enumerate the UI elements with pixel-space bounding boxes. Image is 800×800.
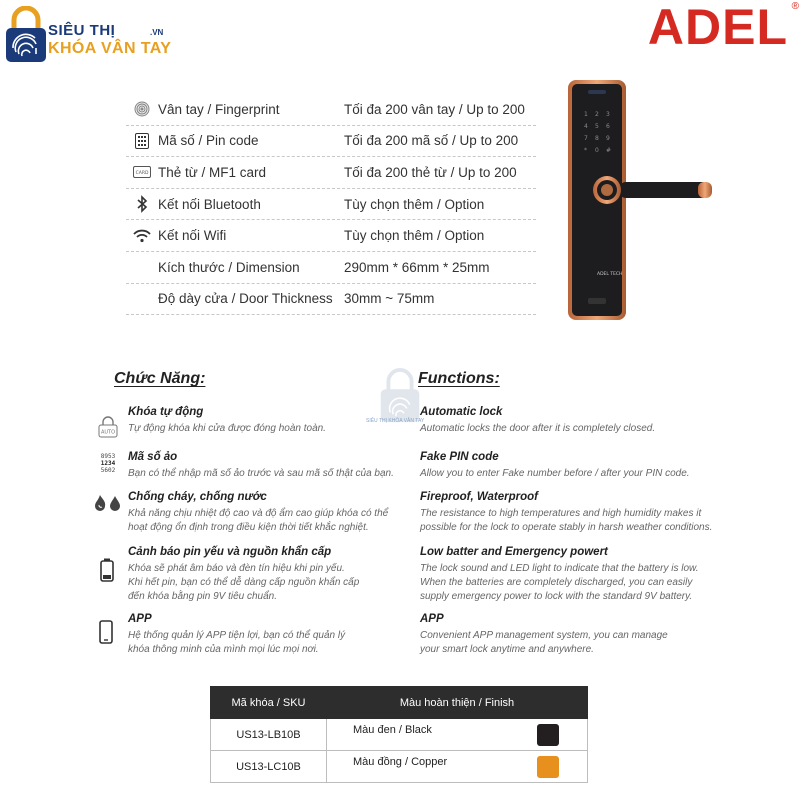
- svg-text:7: 7: [584, 135, 588, 142]
- sku-table-header: [211, 687, 588, 719]
- feature-title: Chống cháy, chống nước: [128, 491, 267, 503]
- feature-title: Mã số ảo: [128, 451, 178, 463]
- feature-desc: Khi hết pin, bạn có thể dễ dàng cấp nguồn khẩn cấp: [128, 577, 360, 588]
- svg-text:6: 6: [606, 123, 610, 130]
- spec-value: Tối đa 200 vân tay / Up to 200: [344, 101, 525, 117]
- auto-lock-icon-text: AUTO: [100, 429, 116, 436]
- feature-en-battery: [420, 546, 699, 604]
- feature-desc: hoạt động ổn định trong điều kiện thời tiết khắc nghiệt.: [128, 522, 369, 533]
- table-row: [211, 751, 588, 783]
- spec-label: Thẻ từ / MF1 card: [158, 164, 267, 180]
- finish-cell: [327, 751, 588, 783]
- feature-desc: Convenient APP management system, you can manage: [420, 630, 668, 641]
- spec-value: 290mm * 66mm * 25mm: [344, 259, 490, 275]
- fire-water-icon: [93, 494, 123, 512]
- keypad-icon: [126, 133, 158, 149]
- device-label: ADEL TECH: [597, 272, 623, 277]
- brand-name-line1: SIÊU THỊ: [48, 22, 116, 39]
- sku-table: [210, 686, 588, 783]
- svg-text:3: 3: [606, 111, 610, 118]
- spec-label: Độ dày cửa / Door Thickness: [158, 291, 333, 307]
- feature-vn-app: [128, 613, 345, 657]
- feature-en-auto-lock: [420, 406, 655, 436]
- spec-row-bluetooth: [126, 189, 536, 221]
- auto-lock-icon: [98, 416, 118, 438]
- feature-title: APP: [420, 613, 444, 625]
- svg-text:0: 0: [595, 147, 599, 154]
- feature-desc: Khóa sẽ phát âm báo và đèn tín hiệu khi pin yếu.: [128, 563, 345, 574]
- svg-text:*: *: [584, 147, 587, 154]
- fingerprint-lock-icon: [4, 6, 48, 64]
- finish-cell: [327, 719, 588, 751]
- watermark-text: SIÊU THỊ KHÓA VÂN TAY: [366, 418, 425, 424]
- feature-desc: khóa thông minh của mình mọi lúc mọi nơi.: [128, 644, 319, 655]
- spec-value: Tùy chọn thêm / Option: [344, 228, 485, 244]
- spec-row-card: [126, 157, 536, 189]
- spec-row-dimension: [126, 252, 536, 284]
- functions-title-vn: Chức Năng:: [114, 370, 206, 387]
- spec-label: Kích thước / Dimension: [158, 259, 300, 275]
- svg-text:5: 5: [595, 123, 599, 130]
- feature-title: APP: [128, 613, 152, 625]
- feature-en-fireproof: [420, 491, 712, 535]
- feature-desc: possible for the lock to operate stably in harsh weather conditions.: [420, 522, 713, 533]
- spec-value: Tối đa 200 thẻ từ / Up to 200: [344, 164, 517, 180]
- feature-desc: Khả năng chịu nhiệt độ cao và độ ẩm cao giúp khóa có thể: [128, 508, 389, 519]
- adel-logo-text: ADEL: [647, 0, 788, 55]
- feature-vn-auto-lock: [128, 406, 326, 436]
- finish-label: Màu đen / Black: [353, 723, 432, 736]
- feature-en-app: [420, 613, 668, 657]
- feature-desc: Automatic locks the door after it is completely closed.: [420, 423, 656, 434]
- fake-pin-icon: [97, 452, 119, 474]
- functions-title-en: Functions:: [418, 370, 500, 387]
- feature-desc: Hệ thống quản lý APP tiện lợi, bạn có thể quản lý: [128, 630, 346, 641]
- spec-row-wifi: [126, 220, 536, 252]
- feature-desc: Allow you to enter Fake number before / after your PIN code.: [420, 468, 690, 479]
- adel-logo: [647, 0, 800, 55]
- watermark-lock-icon: [376, 368, 424, 424]
- brand-domain-suffix: .VN: [150, 28, 164, 37]
- feature-desc: Bạn có thể nhập mã số ảo trước và sau mã số thật của bạn.: [128, 468, 394, 479]
- feature-desc: supply emergency power to lock with the standard 9V battery.: [420, 591, 693, 602]
- card-icon-text: CARD: [135, 171, 149, 177]
- feature-desc: When the batteries are completely discharged, you can easily: [420, 577, 693, 588]
- spec-value: 30mm ~ 75mm: [344, 291, 435, 307]
- battery-icon: [100, 558, 114, 582]
- spec-value: Tùy chọn thêm / Option: [344, 196, 485, 212]
- feature-desc: Tự động khóa khi cửa được đóng hoàn toàn.: [128, 423, 326, 434]
- fake-pin-digits-bot: 5602: [100, 466, 116, 474]
- feature-title: Fireproof, Waterproof: [420, 491, 538, 503]
- feature-desc: your smart lock anytime and anywhere.: [420, 644, 594, 655]
- spec-list: [126, 94, 536, 315]
- feature-desc: The resistance to high temperatures and high humidity makes it: [420, 508, 702, 519]
- fake-pin-digits-mid: 1234: [100, 459, 116, 467]
- brand-name-line2: KHÓA VÂN TAY: [48, 40, 172, 57]
- finish-label: Màu đồng / Copper: [353, 755, 448, 768]
- svg-text:4: 4: [584, 123, 588, 130]
- spec-row-fingerprint: [126, 94, 536, 126]
- table-row: [211, 719, 588, 751]
- feature-title: Khóa tự động: [128, 406, 204, 418]
- fake-pin-digits-top: 8953: [100, 452, 116, 460]
- svg-text:8: 8: [595, 135, 599, 142]
- brand-logo: [4, 6, 204, 66]
- feature-vn-fireproof: [128, 491, 388, 535]
- feature-title: Automatic lock: [420, 406, 503, 418]
- bluetooth-icon: [126, 195, 158, 213]
- svg-text:1: 1: [584, 111, 588, 118]
- spec-value: Tối đa 200 mã số / Up to 200: [344, 133, 519, 149]
- fingerprint-icon: [126, 101, 158, 117]
- feature-vn-fake-pin: [128, 451, 394, 481]
- spec-label: Mã số / Pin code: [158, 133, 259, 149]
- feature-title: Low batter and Emergency powert: [420, 546, 608, 558]
- spec-row-door-thickness: [126, 284, 536, 316]
- wifi-icon: [126, 229, 158, 243]
- feature-en-fake-pin: [420, 451, 690, 481]
- color-swatch-copper: [537, 756, 559, 778]
- svg-text:#: #: [606, 147, 612, 154]
- registered-mark: ®: [791, 1, 800, 12]
- feature-vn-battery: [128, 546, 359, 604]
- spec-label: Kết nối Wifi: [158, 228, 227, 244]
- color-swatch-black: [537, 724, 559, 746]
- feature-title: Cảnh báo pin yếu và nguồn khẩn cấp: [128, 546, 332, 558]
- finish-column-header: Màu hoàn thiện / Finish: [327, 687, 588, 719]
- spec-label: Kết nối Bluetooth: [158, 196, 261, 212]
- card-icon: [126, 166, 158, 178]
- smart-lock-product-image: [548, 76, 728, 326]
- sku-cell: US13-LB10B: [211, 719, 327, 751]
- svg-text:2: 2: [595, 111, 599, 118]
- feature-desc: The lock sound and LED light to indicate that the battery is low.: [420, 563, 699, 574]
- phone-icon: [99, 620, 113, 644]
- spec-row-pincode: [126, 126, 536, 158]
- sku-column-header: Mã khóa / SKU: [211, 687, 327, 719]
- svg-text:9: 9: [606, 135, 610, 142]
- sku-cell: US13-LC10B: [211, 751, 327, 783]
- spec-label: Vân tay / Fingerprint: [158, 101, 280, 117]
- feature-desc: đến khóa bằng pin 9V tiêu chuẩn.: [128, 591, 278, 602]
- feature-title: Fake PIN code: [420, 451, 499, 463]
